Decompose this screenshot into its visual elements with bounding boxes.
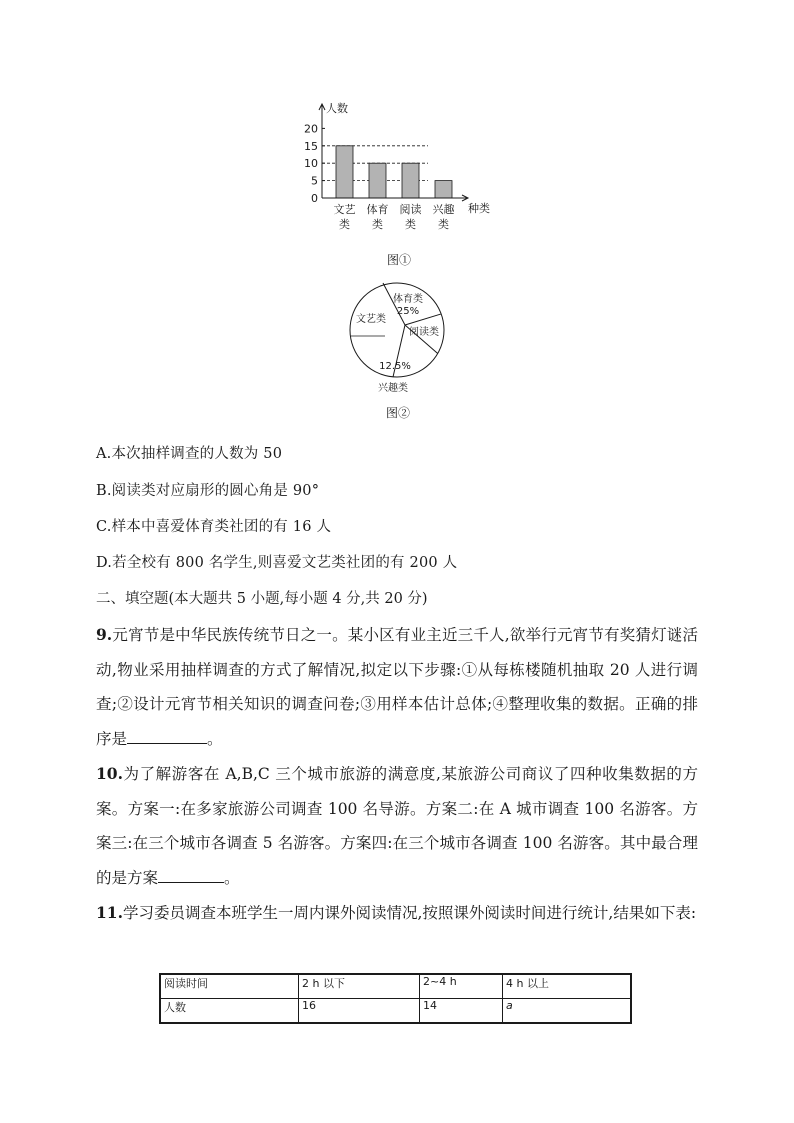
answer-blank-9[interactable] xyxy=(127,726,207,743)
option-a: A.本次抽样调查的人数为 50 xyxy=(96,446,283,462)
option-c: C.样本中喜爱体育类社团的有 16 人 xyxy=(96,519,332,535)
figure1-caption: 图① xyxy=(386,253,411,267)
table-cell: 14 xyxy=(420,999,503,1024)
y-tick-label: 10 xyxy=(304,157,318,171)
question-9-number: 9. xyxy=(96,625,113,644)
x-tick-label: 体育 xyxy=(366,203,389,216)
x-tick-label: 类 xyxy=(405,218,416,231)
option-b: B.阅读类对应扇形的圆心角是 90° xyxy=(96,483,320,499)
x-axis-label: 种类 xyxy=(468,202,490,215)
x-tick-label: 文艺 xyxy=(333,203,356,216)
x-tick-label: 类 xyxy=(339,218,350,231)
slice-label-interest: 兴趣类 xyxy=(378,383,408,394)
table-cell: 4 h 以上 xyxy=(503,974,632,999)
table-cell: 2~4 h xyxy=(420,974,503,999)
question-10 xyxy=(96,757,698,895)
y-tick-label: 20 xyxy=(304,122,318,136)
slice-label-arts: 文艺类 xyxy=(356,314,386,325)
table-cell: 阅读时间 xyxy=(160,974,299,999)
table-cell: a xyxy=(503,999,632,1024)
bar xyxy=(369,163,386,198)
x-tick-label: 阅读 xyxy=(399,203,422,216)
bar xyxy=(435,181,452,198)
question-10-number: 10. xyxy=(96,764,123,783)
question-9 xyxy=(96,618,698,756)
table-cell: 人数 xyxy=(160,999,299,1024)
pie-chart xyxy=(335,278,460,396)
question-10-text: 为了解游客在 A,B,C 三个城市旅游的满意度,某旅游公司商议了四种收集数据的方案。方案一:在多家旅游公司调查 100 名导游。方案二:在 A 城市调查 100 名游客。方案三:在三个城市各调查 5 名游客。方案四:在三个城市各调查 100 名游客。其中最合理的是方案 xyxy=(96,765,698,887)
question-9-text: 元宵节是中华民族传统节日之一。某小区有业主近三千人,欲举行元宵节有奖猜灯谜活动,物业采用抽样调查的方式了解情况,拟定以下步骤:①从每栋楼随机抽取 20 人进行调查;②设计元宵节相关知识的调查问卷;③用样本估计总体;④整理收集的数据。正确的排序是 xyxy=(96,626,698,748)
question-10-end: 。 xyxy=(224,868,240,887)
slice-label-sports: 体育类 xyxy=(393,294,423,305)
table-row xyxy=(160,974,631,999)
section-title: 二、填空题(本大题共 5 小题,每小题 4 分,共 20 分) xyxy=(96,591,428,607)
bar xyxy=(336,146,353,198)
x-tick-label: 兴趣 xyxy=(432,203,455,216)
y-tick-label: 0 xyxy=(311,192,318,205)
slice-value-interest: 12.5% xyxy=(379,361,411,372)
y-axis-label: 人数 xyxy=(326,102,348,115)
table-row xyxy=(160,999,631,1024)
table-cell: 2 h 以下 xyxy=(299,974,420,999)
table-cell: 16 xyxy=(299,999,420,1024)
figure2-caption: 图② xyxy=(385,406,410,420)
bar-chart xyxy=(280,95,510,240)
bar xyxy=(402,163,419,198)
question-9-end: 。 xyxy=(207,729,223,748)
question-11-number: 11. xyxy=(96,903,123,922)
reading-time-table xyxy=(159,973,632,1024)
y-tick-label: 15 xyxy=(304,139,318,153)
slice-label-reading: 阅读类 xyxy=(409,327,439,338)
slice-value-sports: 25% xyxy=(396,306,420,317)
x-tick-label: 类 xyxy=(438,218,449,231)
question-11 xyxy=(96,896,698,931)
question-11-text: 学习委员调查本班学生一周内课外阅读情况,按照课外阅读时间进行统计,结果如下表: xyxy=(122,904,697,922)
x-tick-label: 类 xyxy=(372,218,383,231)
y-tick-label: 5 xyxy=(311,174,318,188)
option-d: D.若全校有 800 名学生,则喜爱文艺类社团的有 200 人 xyxy=(96,555,458,571)
answer-blank-10[interactable] xyxy=(158,865,224,882)
